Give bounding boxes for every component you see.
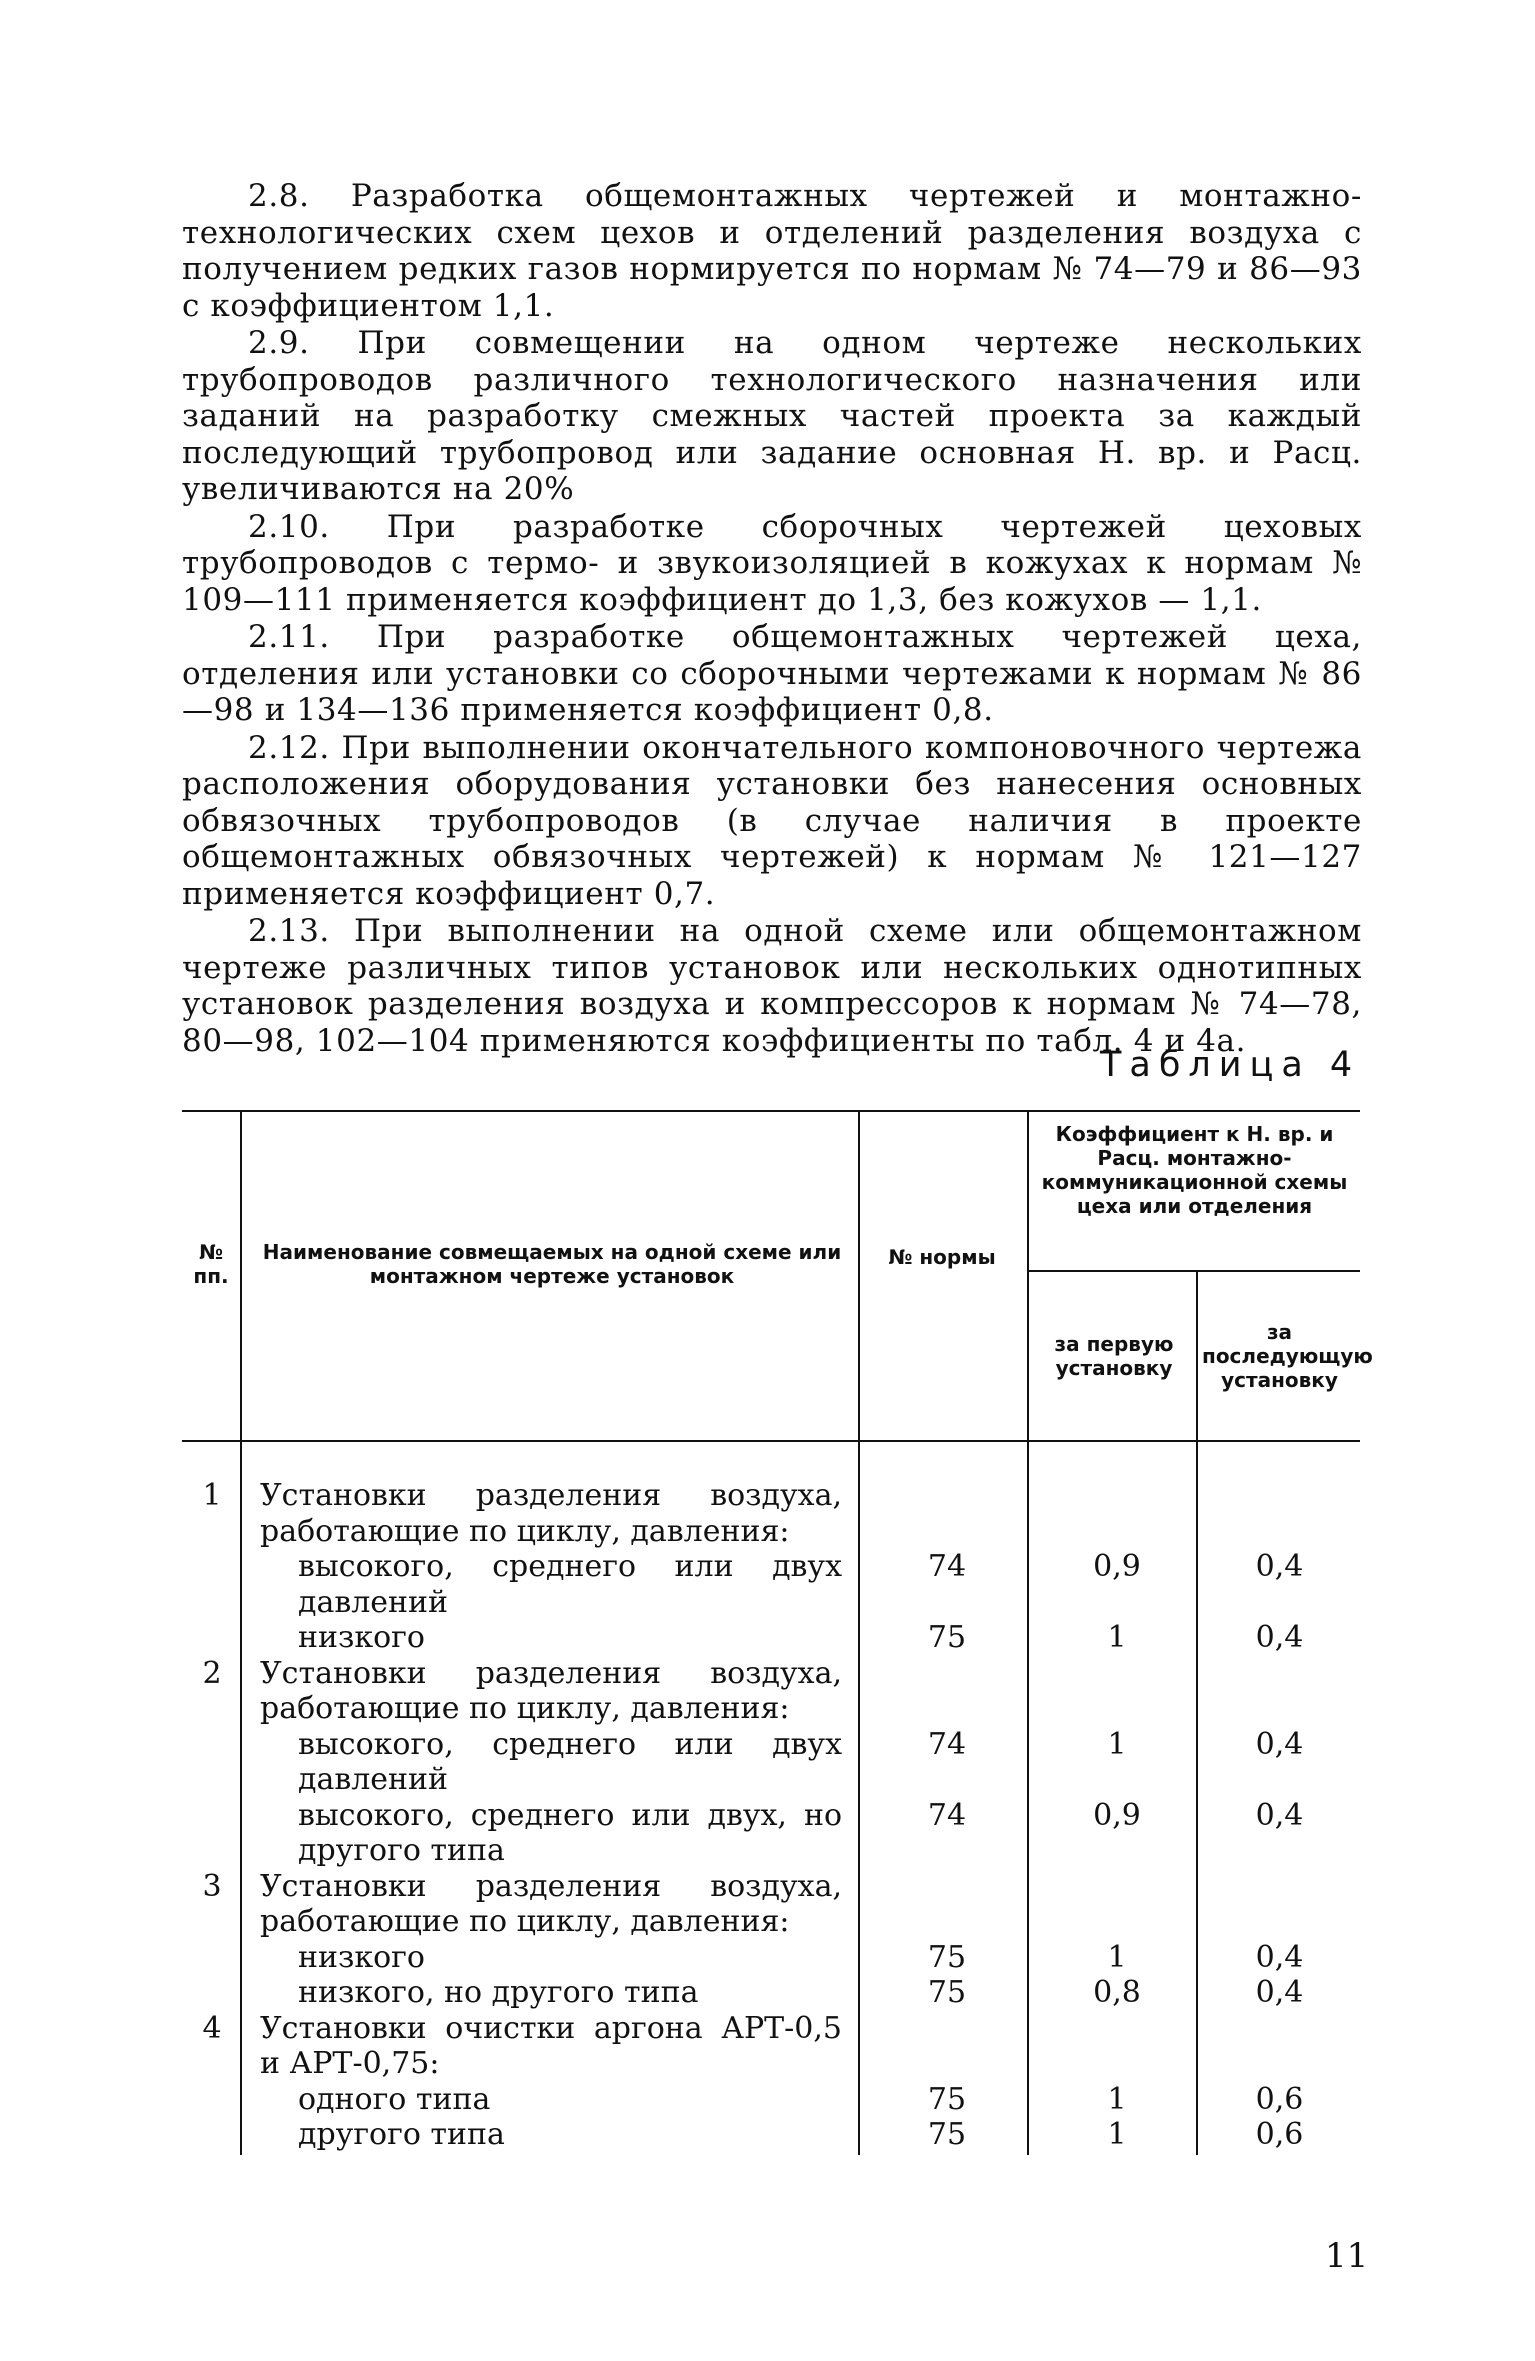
row-first-value: 1 xyxy=(1107,1726,1127,1762)
row-number: 2 xyxy=(202,1655,222,1691)
row-first-value: 1 xyxy=(1107,1939,1127,1975)
text-block xyxy=(182,178,1362,1060)
table-caption: Таблица 4 xyxy=(1100,1045,1361,1085)
header-num: № пп. xyxy=(193,1240,229,1288)
page-number: 11 xyxy=(1325,2236,1369,2276)
paragraph-text: При разработке сборочных чертежей цеховых трубопроводов с термо- и звукоизоляцией в кожухах к нормам № 109—111 применяется коэффициент до 1,3, без кожухов — 1,1. xyxy=(182,508,1362,618)
paragraph-text: Разработка общемонтажных чертежей и монтажно-технологических схем цехов и отделений разделения воздуха с получением редких газов нормируется по нормам № 74—79 и 86—93 с коэффициентом 1,1. xyxy=(182,178,1362,324)
row-next-value: 0,6 xyxy=(1255,2117,1304,2152)
paragraph-2-8 xyxy=(182,178,1362,324)
row-name: низкого xyxy=(298,1620,425,1655)
row-norm-value: 75 xyxy=(927,2117,967,2152)
row-name: другого типа xyxy=(298,2117,505,2152)
row-first-value: 0,9 xyxy=(1093,1549,1141,1584)
row-name: низкого, но другого типа xyxy=(298,1975,699,2010)
row-number: 4 xyxy=(202,2010,222,2046)
row-number: 1 xyxy=(202,1478,222,1513)
row-name: высокого, среднего или двух, но другого типа xyxy=(298,1797,842,1868)
row-name: Установки разделения воздуха, работающие по циклу, давления: xyxy=(260,1868,842,1939)
paragraph-number: 2.9. xyxy=(248,325,310,361)
header-coef-rule xyxy=(1027,1270,1360,1272)
row-name: Установки разделения воздуха, работающие по циклу, давления: xyxy=(260,1478,842,1549)
paragraph-2-11 xyxy=(182,619,1362,729)
row-first-value: 0,8 xyxy=(1093,1975,1141,2010)
table-top-rule xyxy=(182,1110,1360,1112)
row-next-value: 0,4 xyxy=(1255,1549,1304,1584)
paragraph-2-9 xyxy=(182,325,1362,508)
row-name: Установки очистки аргона АРТ-0,5 и АРТ-0,75: xyxy=(260,2010,842,2081)
row-norm-value: 75 xyxy=(927,2081,967,2117)
col-rule-name xyxy=(858,1110,860,2155)
row-next-value: 0,4 xyxy=(1255,1797,1304,1833)
paragraph-text: При выполнении на одной схеме или общемонтажном чертеже различных типов установок или нескольких однотипных установок разделения воздуха и компрессоров к нормам № 74—78, 80—98, 102—104 применяются коэффициенты по табл. 4 и 4а. xyxy=(182,913,1362,1059)
paragraph-text: При совмещении на одном чертеже нескольких трубопроводов различного технологического назначения или заданий на разработку смежных частей проекта за каждый последующий трубопровод или задание основная Н. вр. и Расц. увеличиваются на 20% xyxy=(182,325,1362,507)
paragraph-text: При выполнении окончательного компоновочного чертежа расположения оборудования установки без нанесения основных обвязочных трубопроводов (в случае наличия в проекте общемонтажных обвязочных чертежей) к нормам № 121—127 применяется коэффициент 0,7. xyxy=(182,729,1362,912)
header-norm: № нормы xyxy=(888,1245,996,1269)
header-first-install: за первую установку xyxy=(1054,1332,1174,1380)
row-first-value: 1 xyxy=(1107,2081,1127,2117)
col-rule-num xyxy=(240,1110,242,2155)
row-norm-value: 75 xyxy=(927,1939,967,1975)
row-name: высокого, среднего или двух давлений xyxy=(298,1549,842,1620)
table-4 xyxy=(182,1110,1373,2160)
paragraph-2-12 xyxy=(182,730,1362,913)
row-next-value: 0,6 xyxy=(1255,2081,1304,2117)
paragraph-2-13 xyxy=(182,913,1362,1059)
row-number: 3 xyxy=(202,1868,222,1904)
header-bottom-rule xyxy=(182,1440,1360,1442)
row-first-value: 1 xyxy=(1107,2117,1127,2152)
row-norm-value: 74 xyxy=(927,1726,967,1762)
row-norm-value: 75 xyxy=(927,1975,967,2010)
row-next-value: 0,4 xyxy=(1255,1620,1304,1655)
row-first-value: 1 xyxy=(1107,1620,1127,1655)
row-norm-value: 74 xyxy=(927,1797,967,1833)
row-name: одного типа xyxy=(298,2081,491,2117)
row-norm-value: 74 xyxy=(927,1549,967,1584)
row-first-value: 0,9 xyxy=(1093,1797,1141,1833)
paragraph-2-10 xyxy=(182,509,1362,619)
col-rule-norm xyxy=(1027,1110,1029,2155)
col-rule-first xyxy=(1196,1270,1198,2155)
row-name: высокого, среднего или двух давлений xyxy=(298,1726,842,1797)
paragraph-number: 2.11. xyxy=(248,619,330,655)
row-next-value: 0,4 xyxy=(1255,1975,1304,2010)
header-next-install: за последующую установку xyxy=(1202,1320,1373,1392)
row-name: Установки разделения воздуха, работающие по циклу, давления: xyxy=(260,1655,842,1726)
paragraph-text: При разработке общемонтажных чертежей цеха, отделения или установки со сборочными чертежами к нормам № 86—98 и 134—136 применяется коэффициент 0,8. xyxy=(182,619,1362,728)
paragraph-number: 2.12. xyxy=(248,729,330,766)
paragraph-number: 2.13. xyxy=(248,913,330,949)
row-norm-value: 75 xyxy=(927,1620,967,1655)
row-name: низкого xyxy=(298,1939,425,1975)
row-next-value: 0,4 xyxy=(1255,1726,1304,1762)
row-next-value: 0,4 xyxy=(1255,1939,1304,1975)
header-coefficient: Коэффициент к Н. вр. и Расц. монтажно-коммуникационной схемы цеха или отделения xyxy=(1041,1122,1348,1218)
paragraph-number: 2.10. xyxy=(248,508,330,545)
paragraph-number: 2.8. xyxy=(248,178,310,214)
header-name: Наименование совмещаемых на одной схеме или монтажном чертеже установок xyxy=(262,1240,842,1288)
